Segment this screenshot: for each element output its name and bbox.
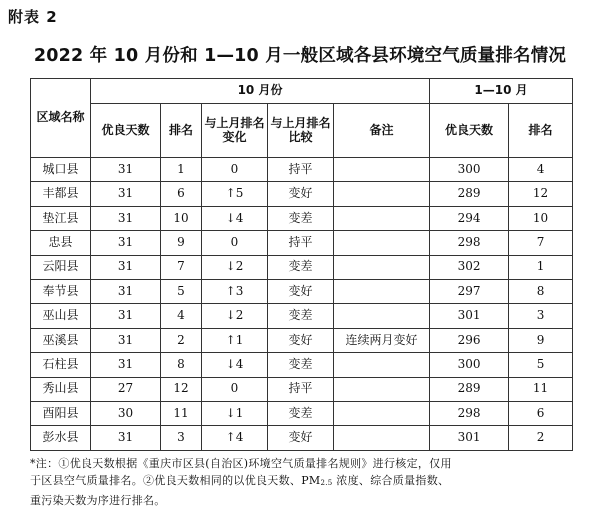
- cell-rank-change: ↑5: [202, 182, 268, 206]
- cell-ytd-rank: 1: [509, 255, 573, 279]
- appendix-label: 附表 2: [8, 8, 58, 26]
- header-ytd-group: 1—10 月: [430, 79, 573, 104]
- cell-ytd-good-days: 300: [430, 158, 509, 182]
- cell-good-days: 31: [91, 182, 161, 206]
- cell-ytd-good-days: 301: [430, 426, 509, 450]
- cell-compare: 变好: [268, 328, 334, 352]
- cell-remark: [334, 377, 430, 401]
- cell-rank: 2: [161, 328, 202, 352]
- cell-region: 彭水县: [31, 426, 91, 450]
- cell-region: 垫江县: [31, 206, 91, 230]
- header-remark: 备注: [334, 104, 430, 158]
- cell-good-days: 31: [91, 279, 161, 303]
- cell-ytd-rank: 12: [509, 182, 573, 206]
- pm-subscript: 2.5: [320, 479, 333, 487]
- cell-good-days: 31: [91, 231, 161, 255]
- cell-compare: 变差: [268, 401, 334, 425]
- cell-ytd-rank: 8: [509, 279, 573, 303]
- cell-region: 酉阳县: [31, 401, 91, 425]
- cell-compare: 持平: [268, 231, 334, 255]
- cell-remark: [334, 401, 430, 425]
- footnote-line-2: [30, 472, 575, 492]
- cell-region: 忠县: [31, 231, 91, 255]
- header-region: 区域名称: [31, 79, 91, 158]
- cell-rank-change: 0: [202, 231, 268, 255]
- header-vs-last-month: 与上月排名比较: [268, 104, 334, 158]
- header-ytd-good-days: 优良天数: [430, 104, 509, 158]
- table-row: [31, 353, 573, 377]
- cell-region: 城口县: [31, 158, 91, 182]
- cell-rank: 10: [161, 206, 202, 230]
- cell-rank: 7: [161, 255, 202, 279]
- cell-good-days: 31: [91, 426, 161, 450]
- table-row: [31, 158, 573, 182]
- cell-remark: [334, 279, 430, 303]
- cell-ytd-good-days: 301: [430, 304, 509, 328]
- table-row: [31, 377, 573, 401]
- cell-compare: 变差: [268, 255, 334, 279]
- cell-compare: 变好: [268, 182, 334, 206]
- cell-rank-change: ↑3: [202, 279, 268, 303]
- table-row: [31, 426, 573, 450]
- header-row-columns: [31, 104, 573, 158]
- header-row-group: [31, 79, 573, 104]
- cell-ytd-rank: 10: [509, 206, 573, 230]
- cell-remark: [334, 231, 430, 255]
- cell-ytd-good-days: 298: [430, 231, 509, 255]
- cell-ytd-good-days: 298: [430, 401, 509, 425]
- cell-remark: 连续两月变好: [334, 328, 430, 352]
- cell-remark: [334, 304, 430, 328]
- header-month-group: 10 月份: [91, 79, 430, 104]
- cell-good-days: 31: [91, 158, 161, 182]
- table-row: [31, 206, 573, 230]
- cell-ytd-good-days: 289: [430, 377, 509, 401]
- cell-good-days: 31: [91, 353, 161, 377]
- cell-ytd-good-days: 297: [430, 279, 509, 303]
- cell-ytd-rank: 6: [509, 401, 573, 425]
- cell-rank-change: ↓4: [202, 353, 268, 377]
- cell-rank: 4: [161, 304, 202, 328]
- cell-remark: [334, 158, 430, 182]
- cell-remark: [334, 255, 430, 279]
- footnote-line-1: *注：①优良天数根据《重庆市区县(自治区)环境空气质量排名规则》进行核定，仅用: [30, 457, 452, 470]
- cell-rank: 8: [161, 353, 202, 377]
- cell-compare: 变差: [268, 353, 334, 377]
- cell-region: 秀山县: [31, 377, 91, 401]
- cell-rank: 9: [161, 231, 202, 255]
- footnote-line-2b: 浓度、综合质量指数、: [332, 474, 450, 487]
- footnote-line-2a: 于区县空气质量排名。②优良天数相同的以优良天数、PM: [30, 474, 321, 487]
- cell-ytd-good-days: 302: [430, 255, 509, 279]
- cell-rank-change: 0: [202, 377, 268, 401]
- cell-region: 石柱县: [31, 353, 91, 377]
- cell-rank-change: 0: [202, 158, 268, 182]
- cell-rank: 3: [161, 426, 202, 450]
- cell-ytd-good-days: 296: [430, 328, 509, 352]
- header-rank-change: 与上月排名变化: [202, 104, 268, 158]
- cell-ytd-good-days: 289: [430, 182, 509, 206]
- cell-compare: 变差: [268, 206, 334, 230]
- cell-rank: 11: [161, 401, 202, 425]
- cell-good-days: 31: [91, 206, 161, 230]
- cell-region: 巫溪县: [31, 328, 91, 352]
- cell-region: 奉节县: [31, 279, 91, 303]
- cell-rank-change: ↓2: [202, 304, 268, 328]
- cell-good-days: 31: [91, 255, 161, 279]
- table-row: [31, 328, 573, 352]
- cell-rank: 5: [161, 279, 202, 303]
- footnote: [30, 455, 575, 509]
- cell-rank-change: ↓2: [202, 255, 268, 279]
- cell-good-days: 27: [91, 377, 161, 401]
- header-ytd-rank: 排名: [509, 104, 573, 158]
- cell-rank: 6: [161, 182, 202, 206]
- cell-good-days: 31: [91, 328, 161, 352]
- header-rank: 排名: [161, 104, 202, 158]
- table-row: [31, 401, 573, 425]
- cell-ytd-rank: 9: [509, 328, 573, 352]
- cell-ytd-good-days: 300: [430, 353, 509, 377]
- cell-good-days: 31: [91, 304, 161, 328]
- cell-remark: [334, 353, 430, 377]
- cell-ytd-rank: 3: [509, 304, 573, 328]
- table-row: [31, 255, 573, 279]
- table-row: [31, 231, 573, 255]
- cell-rank-change: ↓4: [202, 206, 268, 230]
- header-good-days: 优良天数: [91, 104, 161, 158]
- table-row: [31, 182, 573, 206]
- page-title: 2022 年 10 月份和 1—10 月一般区域各县环境空气质量排名情况: [33, 46, 567, 66]
- cell-rank-change: ↑1: [202, 328, 268, 352]
- cell-rank: 12: [161, 377, 202, 401]
- ranking-table: [30, 78, 573, 451]
- cell-remark: [334, 206, 430, 230]
- table-row: [31, 279, 573, 303]
- cell-remark: [334, 426, 430, 450]
- cell-ytd-rank: 2: [509, 426, 573, 450]
- cell-ytd-rank: 7: [509, 231, 573, 255]
- cell-rank: 1: [161, 158, 202, 182]
- cell-ytd-rank: 5: [509, 353, 573, 377]
- cell-rank-change: ↑4: [202, 426, 268, 450]
- cell-region: 巫山县: [31, 304, 91, 328]
- cell-compare: 变好: [268, 279, 334, 303]
- cell-ytd-rank: 11: [509, 377, 573, 401]
- cell-compare: 持平: [268, 377, 334, 401]
- footnote-line-3: 重污染天数为序进行排名。: [30, 494, 166, 507]
- cell-compare: 变差: [268, 304, 334, 328]
- cell-ytd-good-days: 294: [430, 206, 509, 230]
- cell-region: 云阳县: [31, 255, 91, 279]
- cell-good-days: 30: [91, 401, 161, 425]
- cell-ytd-rank: 4: [509, 158, 573, 182]
- cell-remark: [334, 182, 430, 206]
- cell-compare: 持平: [268, 158, 334, 182]
- cell-compare: 变好: [268, 426, 334, 450]
- table-row: [31, 304, 573, 328]
- cell-rank-change: ↓1: [202, 401, 268, 425]
- cell-region: 丰都县: [31, 182, 91, 206]
